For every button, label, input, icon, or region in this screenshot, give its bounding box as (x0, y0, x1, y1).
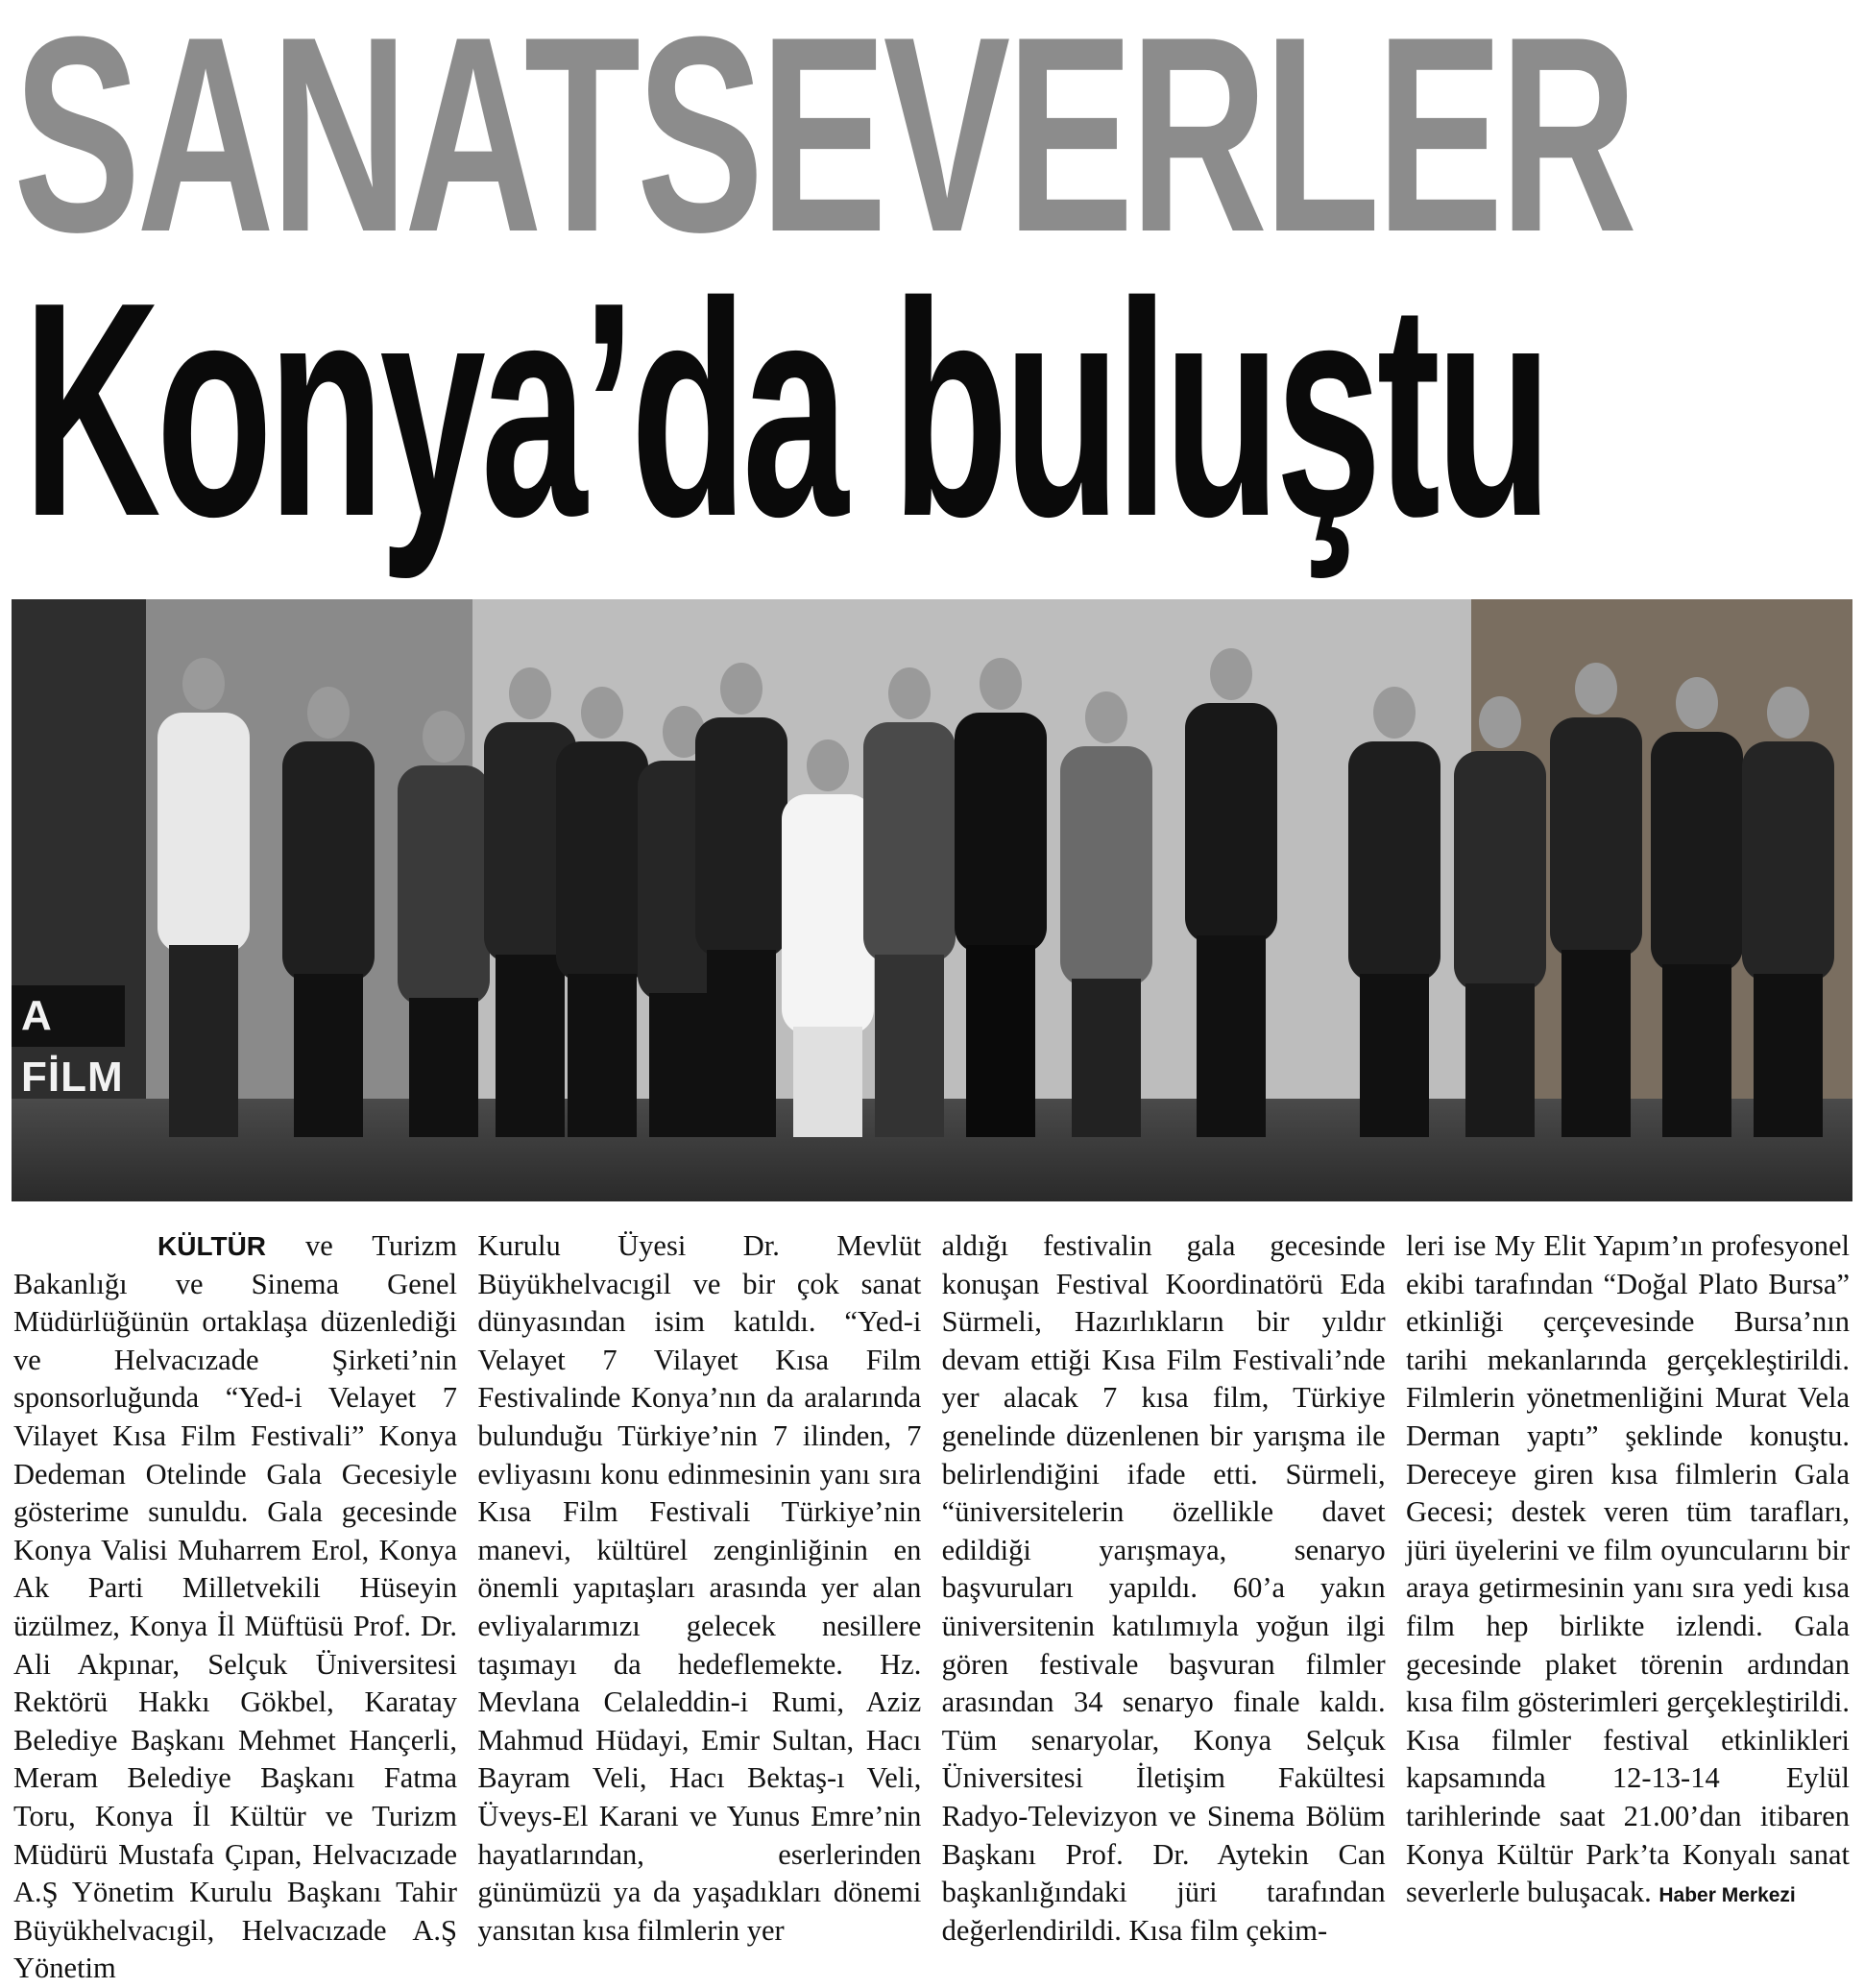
festival-banner-text: A FİLM (12, 985, 125, 1047)
column-2-text: Kurulu Üyesi Dr. Mevlüt Büyükhelvacıgil ve bir çok sanat dünyasından isim katıldı. “Yed-i Velayet 7 Vilayet Kısa Film Festivalinde Konya’nın da aralarında bulunduğu Türkiye’nin 7 ilinden, 7 evliyasını konu edinmesinin yanı sıra Kısa Film Festivali Türkiye’nin manevi, kültürel zenginliğinin en önemli yapıtaşları arasında yer alan evliyalarımızı gelecek nesillere taşımayı da hedeflemekte. Hz. Mevlana Celaleddin-i Rumi, Aziz Mahmud Hüdayi, Emir Sultan, Hacı Bayram Veli, Hacı Bektaş-ı Veli, Üveys-El Karani ve Yunus Emre’nin hayatlarından, eserlerinden günümüzü ya da yaşadıkları dönemi yansıtan kısa filmlerin yer (477, 1229, 922, 1947)
photo-person (1348, 687, 1440, 1137)
photo-person (157, 658, 250, 1137)
photo-person (955, 658, 1047, 1137)
article-body (13, 1227, 1850, 1985)
column-3 (942, 1227, 1386, 1948)
column-1-text: ve Turizm Bakanlığı ve Sinema Genel Müdürlüğünün ortaklaşa düzenlediği ve Helvacızade Şirketi’nin sponsorluğunda “Yed-i Velayet 7 Vilayet Kısa Film Festivali” Konya Dedeman Otelinde Gala Gecesiyle gösterime sunuldu. Gala gecesinde Konya Valisi Muharrem Erol, Konya Ak Parti Milletvekili Hüseyin üzülmez, Konya İl Müftüsü Prof. Dr. Ali Akpınar, Selçuk Üniversitesi Rektörü Hakkı Gökbel, Karatay Belediye Başkanı Mehmet Hançerli, Meram Belediye Başkanı Fatma Toru, Konya İl Kültür ve Turizm Müdürü Mustafa Çıpan, Helvacızade A.Ş Yönetim Kurulu Başkanı Tahir Büyükhelvacıgil, Helvacızade A.Ş Yönetim (13, 1229, 458, 1985)
photo-person (1185, 648, 1277, 1137)
column-4 (1406, 1227, 1850, 1948)
photo-person (695, 663, 787, 1137)
photo-person (398, 711, 490, 1137)
photo-person (282, 687, 375, 1137)
main-headline: Konya’da buluştu (23, 239, 1548, 580)
photo-person (782, 739, 874, 1137)
photo-person (1060, 691, 1152, 1137)
photo-person (863, 667, 956, 1137)
photo-person (1550, 663, 1642, 1137)
photo-person (1454, 696, 1546, 1137)
photo-person (1742, 687, 1834, 1137)
column-3-text: aldığı festivalin gala gecesinde konuşan Festival Koordinatörü Eda Sürmeli, Hazırlıkların bir yıldır devam ettiği Kısa Film Festivali’nde yer alacak 7 kısa film, Türkiye genelinde düzenlenen bir yarışma ile belirlendiğini ifade etti. Sürmeli, “üniversitelerin özellikle davet edildiği yarışmaya, senaryo başvuruları yapıldı. 60’a yakın üniversitenin katılımıyla yoğun ilgi gören festivale başvuran filmler arasından 34 senaryo finale kaldı. Tüm senaryolar, Konya Selçuk Üniversitesi İletişim Fakültesi Radyo-Televizyon ve Sinema Bölüm Başkanı Prof. Dr. Aytekin Can başkanlığındaki jüri tarafından değerlendirildi. Kısa film çekim- (941, 1229, 1386, 1947)
group-photo (12, 599, 1852, 1201)
column-4-text: leri ise My Elit Yapım’ın profesyonel ekibi tarafından “Doğal Plato Bursa” etkinliği çerçevesinde Bursa’nın tarihi mekanlarında gerçekleştirildi. Filmlerin yönetmenliğini Murat Vela Derman yaptı” şeklinde konuştu. Dereceye giren kısa filmlerin Gala Gecesi; destek veren tüm tarafları, jüri üyelerini ve film oyuncularını bir araya getirmesinin yanı sıra yedi kısa film hep birlikte izlendi. Gala gecesinde plaket törenin ardından kısa film gösterimleri gerçekleştirildi. Kısa filmler festival etkinlikleri kapsamında 12-13-14 Eylül tarihlerinde saat 21.00’dan itibaren Konya Kültür Park’ta Konyalı sanat severlerle buluşacak. (1405, 1229, 1850, 1909)
lead-word: KÜLTÜR (157, 1231, 267, 1261)
byline: Haber Merkezi (1658, 1884, 1796, 1907)
photo-person (556, 687, 648, 1137)
column-1 (13, 1227, 458, 1985)
photo-person (1651, 677, 1743, 1137)
column-2 (477, 1227, 921, 1948)
kicker-headline: SANATSEVERLER (13, 0, 1634, 290)
group-photo-illustration (12, 599, 1852, 1201)
